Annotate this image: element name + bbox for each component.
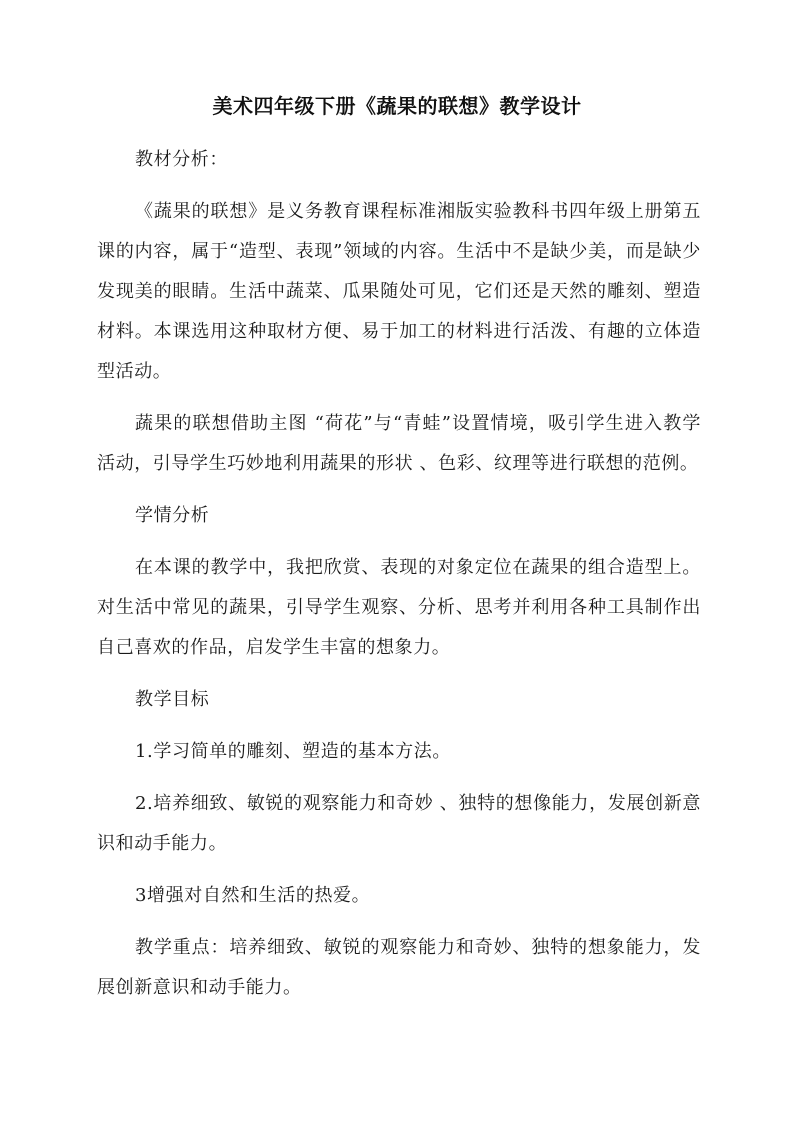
goal-item-2: 2.培养细致、敏锐的观察能力和奇妙 、独特的想像能力，发展创新意识和动手能力。 xyxy=(97,793,701,854)
goal-item-1: 1.学习简单的雕刻、塑造的基本方法。 xyxy=(135,741,451,762)
document-body xyxy=(97,140,701,1008)
paragraph-main-picture: 蔬果的联想借助主图 “荷花”与“青蛙”设置情境，吸引学生进入教学活动，引导学生巧妙地利用蔬果的形状 、色彩、纹理等进行联想的范例。 xyxy=(97,413,701,474)
goal-item-3: 3增强对自然和生活的热爱。 xyxy=(135,885,371,906)
heading-textbook-analysis: 教材分析： xyxy=(135,149,228,170)
heading-teaching-goals: 教学目标 xyxy=(135,689,210,710)
heading-learner-analysis: 学情分析 xyxy=(135,505,210,526)
paragraph-textbook-content: 《蔬果的联想》是义务教育课程标准湘版实验教科书四年级上册第五课的内容，属于“造型、表现”领域的内容。生活中不是缺少美，而是缺少发现美的眼睛。生活中蔬菜、瓜果随处可见，它们还是天然的雕刻、塑造材料。本课选用这种取材方便、易于加工的材料进行活泼、有趣的立体造型活动。 xyxy=(97,201,701,382)
paragraph-learner-analysis: 在本课的教学中，我把欣赏、表现的对象定位在蔬果的组合造型上。对生活中常见的蔬果，引导学生观察、分析、思考并利用各种工具制作出自己喜欢的作品，启发学生丰富的想象力。 xyxy=(97,557,701,658)
paragraph-teaching-focus: 教学重点：培养细致、敏锐的观察能力和奇妙、独特的想象能力，发展创新意识和动手能力。 xyxy=(97,937,701,998)
document-title: 美术四年级下册《蔬果的联想》教学设计 xyxy=(212,94,582,118)
